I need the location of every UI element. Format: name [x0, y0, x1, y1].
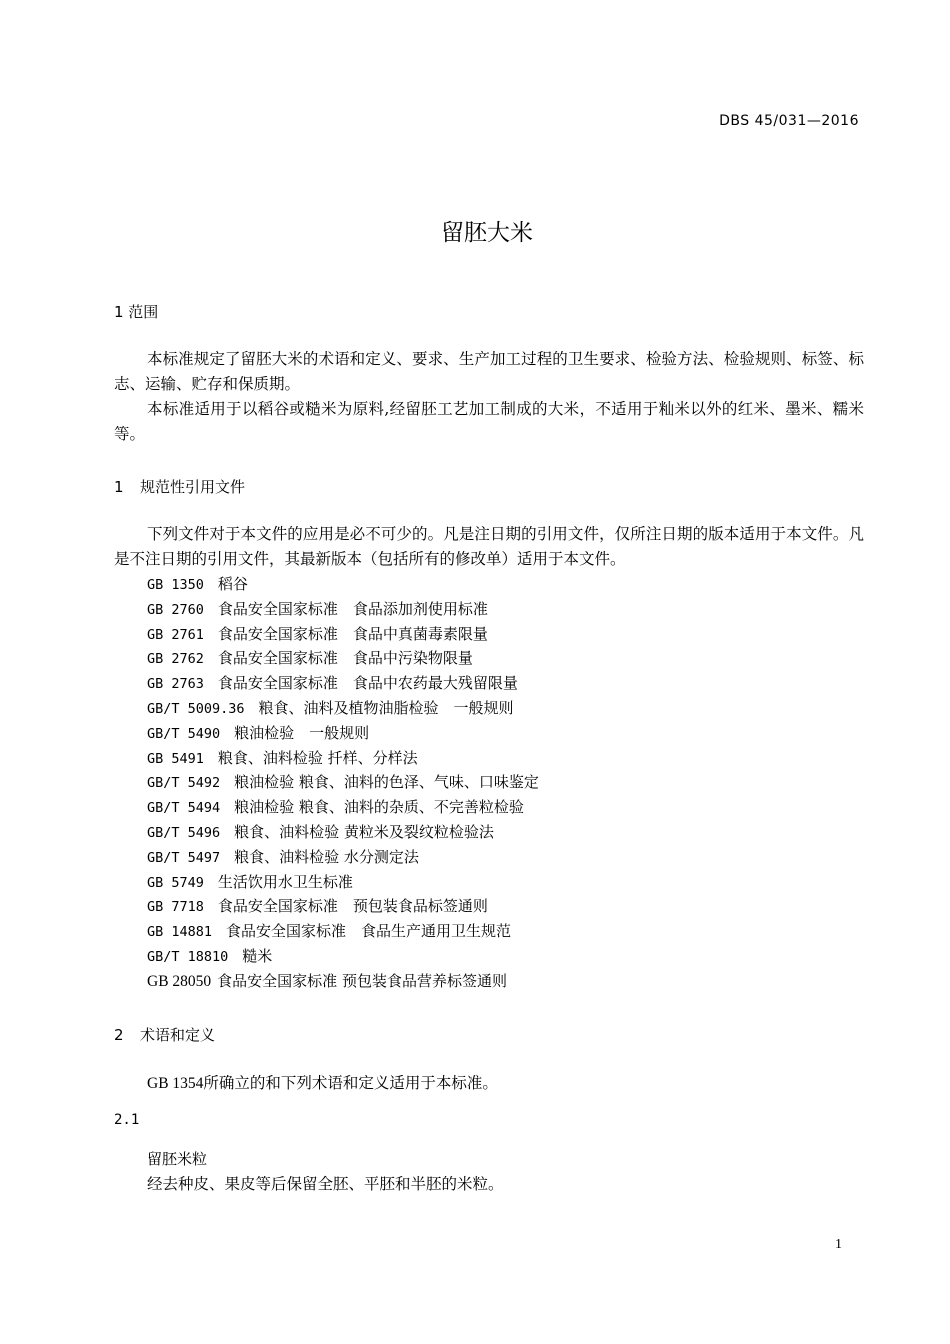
scope-paragraph-1: 本标准规定了留胚大米的术语和定义、要求、生产加工过程的卫生要求、检验方法、检验规则、标签、标志、运输、贮存和保质期。	[114, 350, 864, 393]
reference-name: 生活饮用水卫生标准	[217, 872, 353, 891]
reference-name: 食品安全国家标准 预包装食品标签通则	[217, 897, 488, 916]
reference-code: GB 1350	[147, 577, 204, 593]
reference-name: 粮食、油料及植物油脂检验 一般规则	[258, 698, 514, 717]
reference-item	[147, 969, 539, 994]
reference-name: 粮油检验 粮食、油料的色泽、气味、口味鉴定	[234, 773, 539, 792]
reference-item	[147, 696, 539, 721]
reference-code: GB 7718	[147, 899, 204, 916]
reference-code: GB/T 5009.36	[147, 700, 245, 717]
reference-code: GB 2763	[147, 676, 204, 693]
reference-item	[147, 721, 539, 746]
page-number: 1	[835, 1237, 842, 1252]
reference-name: 食品安全国家标准 预包装食品营养标签通则	[217, 971, 507, 990]
term-name: 留胚米粒	[147, 1150, 208, 1168]
reference-code: GB 5491	[147, 750, 204, 767]
subsection-number: 2.1	[114, 1112, 140, 1128]
normative-refs-intro: 下列文件对于本文件的应用是必不可少的。凡是注日期的引用文件，仅所注日期的版本适用于本文件。凡是不注日期的引用文件，其最新版本（包括所有的修改单）适用于本文件。	[114, 525, 864, 568]
reference-item	[147, 894, 539, 919]
reference-name: 粮油检验 粮食、油料的杂质、不完善粒检验	[234, 798, 524, 817]
page-title: 留胚大米	[441, 220, 533, 246]
reference-code: GB/T 18810	[147, 948, 229, 965]
section-heading-scope: 1 范围	[114, 303, 159, 321]
reference-item	[147, 795, 539, 820]
reference-item	[147, 646, 539, 671]
reference-list	[147, 572, 539, 994]
section-number: 1	[114, 478, 124, 496]
term-definition: 经去种皮、果皮等后保留全胚、平胚和半胚的米粒。	[147, 1175, 504, 1193]
usage-sentence: 所确立的和下列术语和定义适用于本标准。	[203, 1074, 498, 1092]
reference-name: 糙米	[242, 946, 273, 965]
reference-item	[147, 746, 539, 771]
reference-name: 粮食、油料检验 扦样、分样法	[217, 748, 418, 767]
reference-item	[147, 671, 539, 696]
reference-item	[147, 944, 539, 969]
standard-code: DBS 45/031—2016	[719, 113, 859, 129]
reference-code: GB 2760	[147, 601, 204, 618]
reference-code: GB 2761	[147, 626, 204, 643]
section-title: 术语和定义	[140, 1026, 216, 1044]
reference-item	[147, 845, 539, 870]
section-number: 2	[114, 1026, 124, 1044]
reference-item	[147, 770, 539, 795]
reference-name: 食品安全国家标准 食品中真菌毒素限量	[217, 624, 488, 643]
scope-paragraph-2: 本标准适用于以稻谷或糙米为原料,经留胚工艺加工制成的大米，不适用于籼米以外的红米、墨米、糯米等。	[114, 400, 864, 443]
reference-name: 食品安全国家标准 食品生产通用卫生规范	[226, 922, 512, 941]
reference-item	[147, 597, 539, 622]
section-title: 规范性引用文件	[140, 478, 246, 496]
reference-code: GB/T 5490	[147, 725, 221, 742]
reference-item	[147, 572, 539, 597]
reference-name: 粮油检验 一般规则	[234, 723, 370, 742]
section-heading-normative-refs	[114, 476, 245, 497]
reference-item	[147, 820, 539, 845]
reference-code: GB 5749	[147, 874, 204, 891]
reference-code: GB/T 5496	[147, 824, 221, 841]
reference-name: 食品安全国家标准 食品中污染物限量	[217, 649, 473, 668]
reference-code: GB/T 5492	[147, 775, 221, 792]
reference-item	[147, 870, 539, 895]
reference-code: GB 2762	[147, 651, 204, 668]
reference-code: GB 28050	[147, 972, 212, 990]
reference-name: 粮食、油料检验 黄粒米及裂纹粒检验法	[234, 822, 494, 841]
reference-code: GB/T 5494	[147, 800, 221, 817]
reference-code: GB 14881	[147, 924, 213, 941]
terms-usage-text	[147, 1071, 498, 1093]
reference-item	[147, 919, 539, 944]
reference-name: 稻谷	[217, 575, 248, 593]
reference-code: GB/T 5497	[147, 849, 221, 866]
reference-name: 粮食、油料检验 水分测定法	[234, 847, 419, 866]
reference-item	[147, 622, 539, 647]
usage-standard-code: GB 1354	[147, 1075, 204, 1092]
section-heading-terms	[114, 1024, 215, 1045]
reference-name: 食品安全国家标准 食品添加剂使用标准	[217, 599, 488, 618]
reference-name: 食品安全国家标准 食品中农药最大残留限量	[217, 674, 518, 693]
